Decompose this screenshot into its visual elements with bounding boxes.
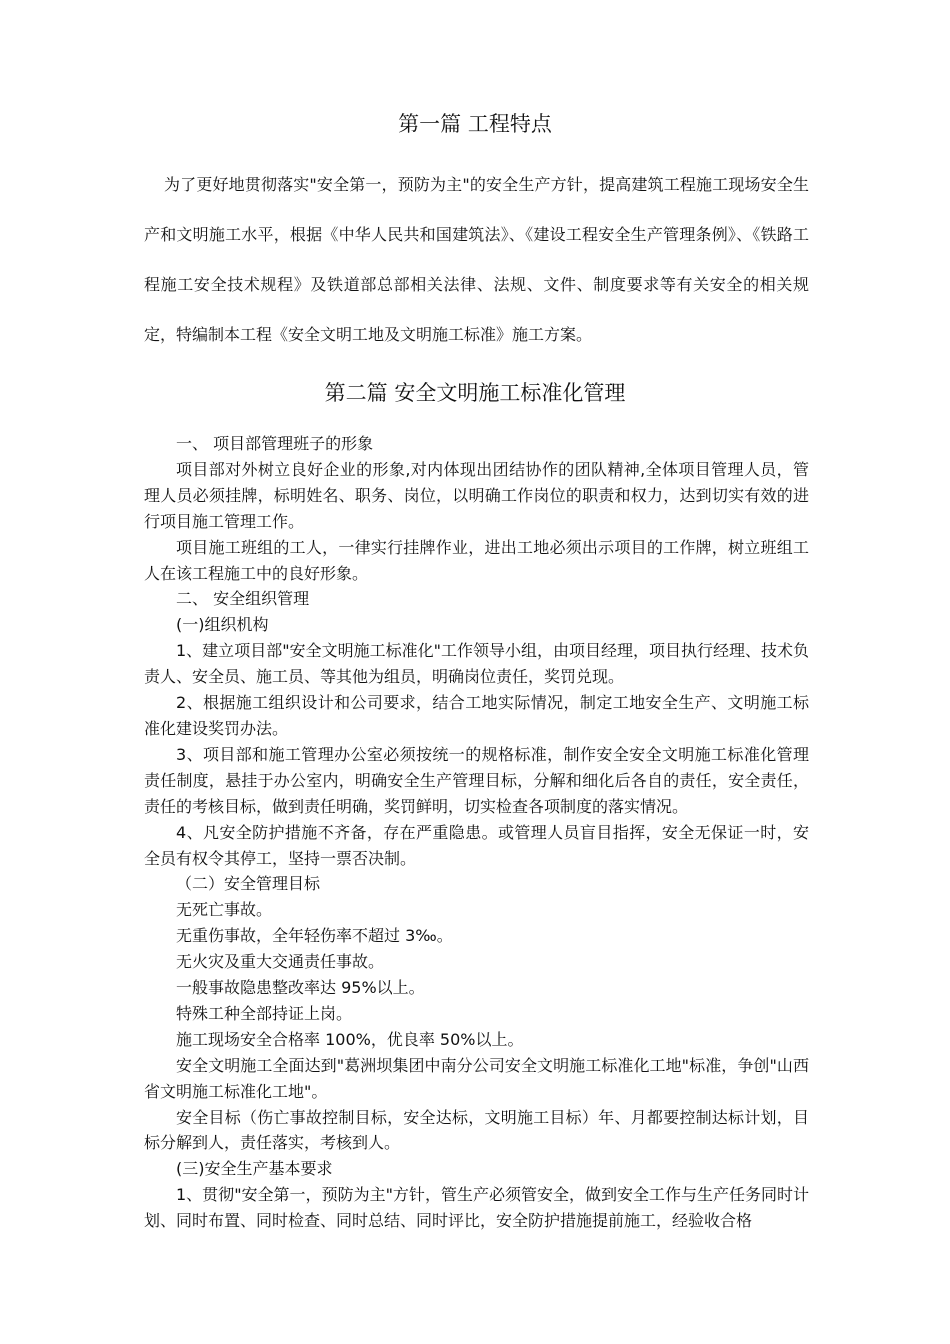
goal-item: 一般事故隐患整改率达 95%以上。 bbox=[176, 978, 425, 998]
goal-item: 无死亡事故。 bbox=[176, 900, 273, 920]
paragraph: 3、项目部和施工管理办公室必须按统一的规格标准，制作安全安全文明施工标准化管理责任制度，悬挂于办公室内，明确安全生产管理目标，分解和细化后各自的责任，安全责任，责任的考核目标，做到责任明确，奖罚鲜明，切实检查各项制度的落实情况。 bbox=[144, 744, 809, 816]
subsection-heading: (一)组织机构 bbox=[176, 615, 269, 635]
part1-title: 第一篇 工程特点 bbox=[398, 112, 552, 136]
part2-body bbox=[144, 431, 809, 1234]
goal-item: 无火灾及重大交通责任事故。 bbox=[176, 952, 385, 972]
paragraph: 项目施工班组的工人，一律实行挂牌作业，进出工地必须出示项目的工作牌，树立班组工人在该工程施工中的良好形象。 bbox=[144, 537, 809, 583]
goal-item: 特殊工种全部持证上岗。 bbox=[176, 1003, 353, 1023]
section-heading: 一、 项目部管理班子的形象 bbox=[176, 434, 374, 453]
subsection-heading: （二）安全管理目标 bbox=[176, 874, 321, 894]
part2-title: 第二篇 安全文明施工标准化管理 bbox=[324, 381, 626, 405]
paragraph: 4、凡安全防护措施不齐备，存在严重隐患。或管理人员盲目指挥，安全无保证一时，安全员有权令其停工，坚持一票否决制。 bbox=[144, 822, 809, 868]
section-heading: 二、 安全组织管理 bbox=[176, 589, 310, 609]
intro-paragraph: 为了更好地贯彻落实"安全第一，预防为主"的安全生产方针，提高建筑工程施工现场安全生产和文明施工水平，根据《中华人民共和国建筑法》、《建设工程安全生产管理条例》、《铁路工程施工安全技术规程》及铁道部总部相关法律、法规、文件、制度要求等有关安全的相关规定，特编制本工程《安全文明工地及文明施工标准》施工方案。 bbox=[144, 175, 809, 344]
paragraph: 1、贯彻"安全第一，预防为主"方针，管生产必须管安全，做到安全工作与生产任务同时计划、同时布置、同时检查、同时总结、同时评比，安全防护措施提前施工，经验收合格 bbox=[144, 1185, 809, 1231]
paragraph: 安全目标（伤亡事故控制目标，安全达标，文明施工目标）年、月都要控制达标计划，目标分解到人，责任落实，考核到人。 bbox=[144, 1107, 809, 1153]
paragraph: 项目部对外树立良好企业的形象,对内体现出团结协作的团队精神,全体项目管理人员，管理人员必须挂牌，标明姓名、职务、岗位，以明确工作岗位的职责和权力，达到切实有效的进行项目施工管理工作。 bbox=[144, 459, 809, 531]
paragraph: 安全文明施工全面达到"葛洲坝集团中南分公司安全文明施工标准化工地"标准，争创"山西省文明施工标准化工地"。 bbox=[144, 1055, 809, 1101]
goal-item: 施工现场安全合格率 100%，优良率 50%以上。 bbox=[176, 1029, 524, 1049]
paragraph: 2、根据施工组织设计和公司要求，结合工地实际情况，制定工地安全生产、文明施工标准化建设奖罚办法。 bbox=[144, 693, 809, 738]
goal-item: 无重伤事故，全年轻伤率不超过 3‰。 bbox=[176, 926, 453, 946]
paragraph: 1、建立项目部"安全文明施工标准化"工作领导小组，由项目经理，项目执行经理、技术负责人、安全员、施工员、等其他为组员，明确岗位责任，奖罚兑现。 bbox=[144, 641, 809, 687]
subsection-heading: (三)安全生产基本要求 bbox=[176, 1159, 333, 1179]
